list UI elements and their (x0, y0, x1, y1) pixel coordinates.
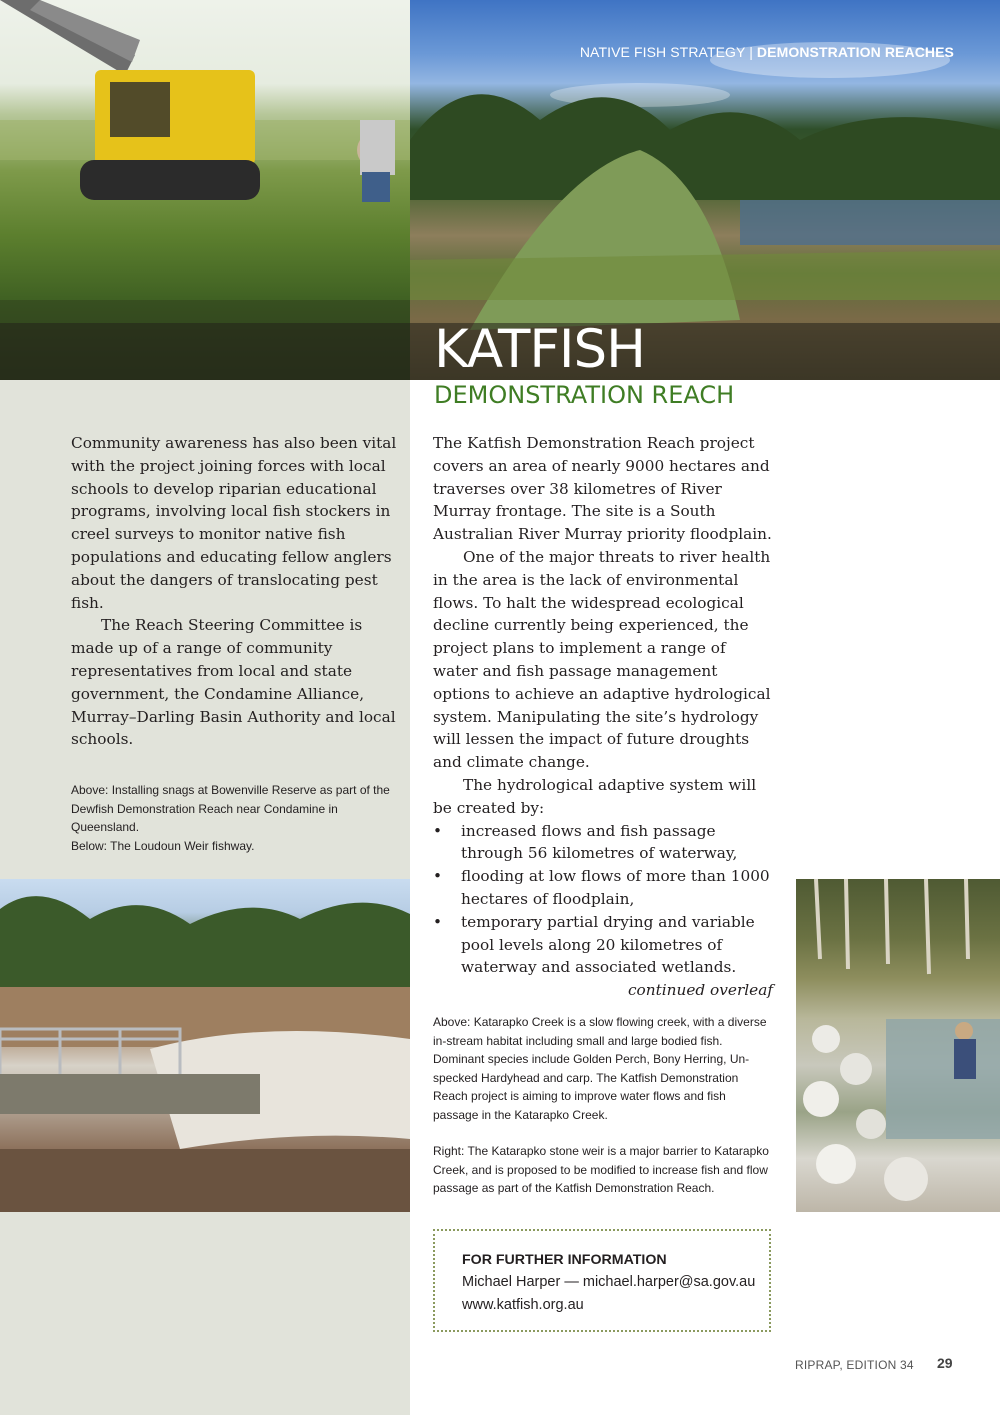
weir-photo (0, 879, 410, 1212)
caption-stone-weir: Right: The Katarapko stone weir is a major barrier to Katarapko Creek, and is proposed to be modified to increase fish and flow passage as part of the Katfish Demonstration Reach. (433, 1144, 769, 1195)
main-column-text (433, 432, 773, 1002)
left-paragraph-1: Community awareness has also been vital with the project joining forces with local schools to develop riparian educational programs, involving local fish stockers in creel surveys to monitor native fish populations and educating fellow anglers about the dangers of translocating pest fish. (71, 434, 397, 612)
info-contact: Michael Harper — michael.harper@sa.gov.au (462, 1274, 756, 1290)
continued-overleaf: continued overleaf (627, 981, 773, 1000)
left-caption-below: Below: The Loudoun Weir fishway. (71, 838, 255, 853)
page-number: 29 (937, 1355, 953, 1371)
section-label (580, 44, 954, 60)
main-paragraph-1: The Katfish Demonstration Reach project covers an area of nearly 9000 hectares and traverses over 38 kilometres of River Murray frontage. The site is a South Australian River Murray priority floodplain. (433, 434, 772, 544)
left-caption (71, 781, 391, 855)
section-label-text: NATIVE FISH STRATEGY | (579, 44, 757, 60)
creek-photo (796, 879, 1000, 1212)
caption-katarapko-creek: Above: Katarapko Creek is a slow flowing creek, with a diverse in-stream habitat including small and large bodied fish. Dominant species include Golden Perch, Bony Herring, Un-specked Hardyhead and carp. The Katfish Demonstration Reach project is aiming to improve water flows and fish passage in the Katarapko Creek. (433, 1015, 767, 1122)
bullet-list (433, 820, 773, 980)
creek-illustration (796, 879, 1000, 1212)
publication-name: RIPRAP, EDITION 34 (795, 1358, 914, 1372)
left-column-text (71, 432, 401, 751)
page-title: KATFISH (434, 319, 645, 380)
info-heading: FOR FURTHER INFORMATION (462, 1252, 667, 1268)
bullet-item: • flooding at low flows of more than 1000 hectares of floodplain, (433, 865, 773, 911)
bullet-item: • increased flows and fish passage through 56 kilometres of waterway, (433, 820, 773, 866)
main-paragraph-3: The hydrological adaptive system will be created by: (433, 775, 757, 817)
further-information-box (433, 1229, 771, 1332)
page-subtitle: DEMONSTRATION REACH (434, 381, 735, 409)
info-website-link[interactable]: www.katfish.org.au (462, 1297, 584, 1313)
left-caption-above: Above: Installing snags at Bowenville Reserve as part of the Dewfish Demonstration Reach near Condamine in Queensland. (71, 783, 390, 834)
left-paragraph-2: The Reach Steering Committee is made up of a range of community representatives from local and state government, the Condamine Alliance, Murray–Darling Basin Authority and local schools. (71, 616, 396, 749)
right-caption (433, 1013, 773, 1198)
main-paragraph-2: One of the major threats to river health in the area is the lack of environmental flows. To halt the widespread ecological decline currently being experienced, the project plans to implement a range of water and fish passage management options to achieve an adaptive hydrological system. Manipulating the site’s hydrology will lessen the impact of future droughts and climate change. (433, 547, 771, 772)
section-label-bold: DEMONSTRATION REACHES (756, 44, 954, 60)
bullet-item: • temporary partial drying and variable pool levels along 20 kilometres of waterway and associated wetlands. (433, 911, 773, 979)
weir-illustration (0, 879, 410, 1212)
